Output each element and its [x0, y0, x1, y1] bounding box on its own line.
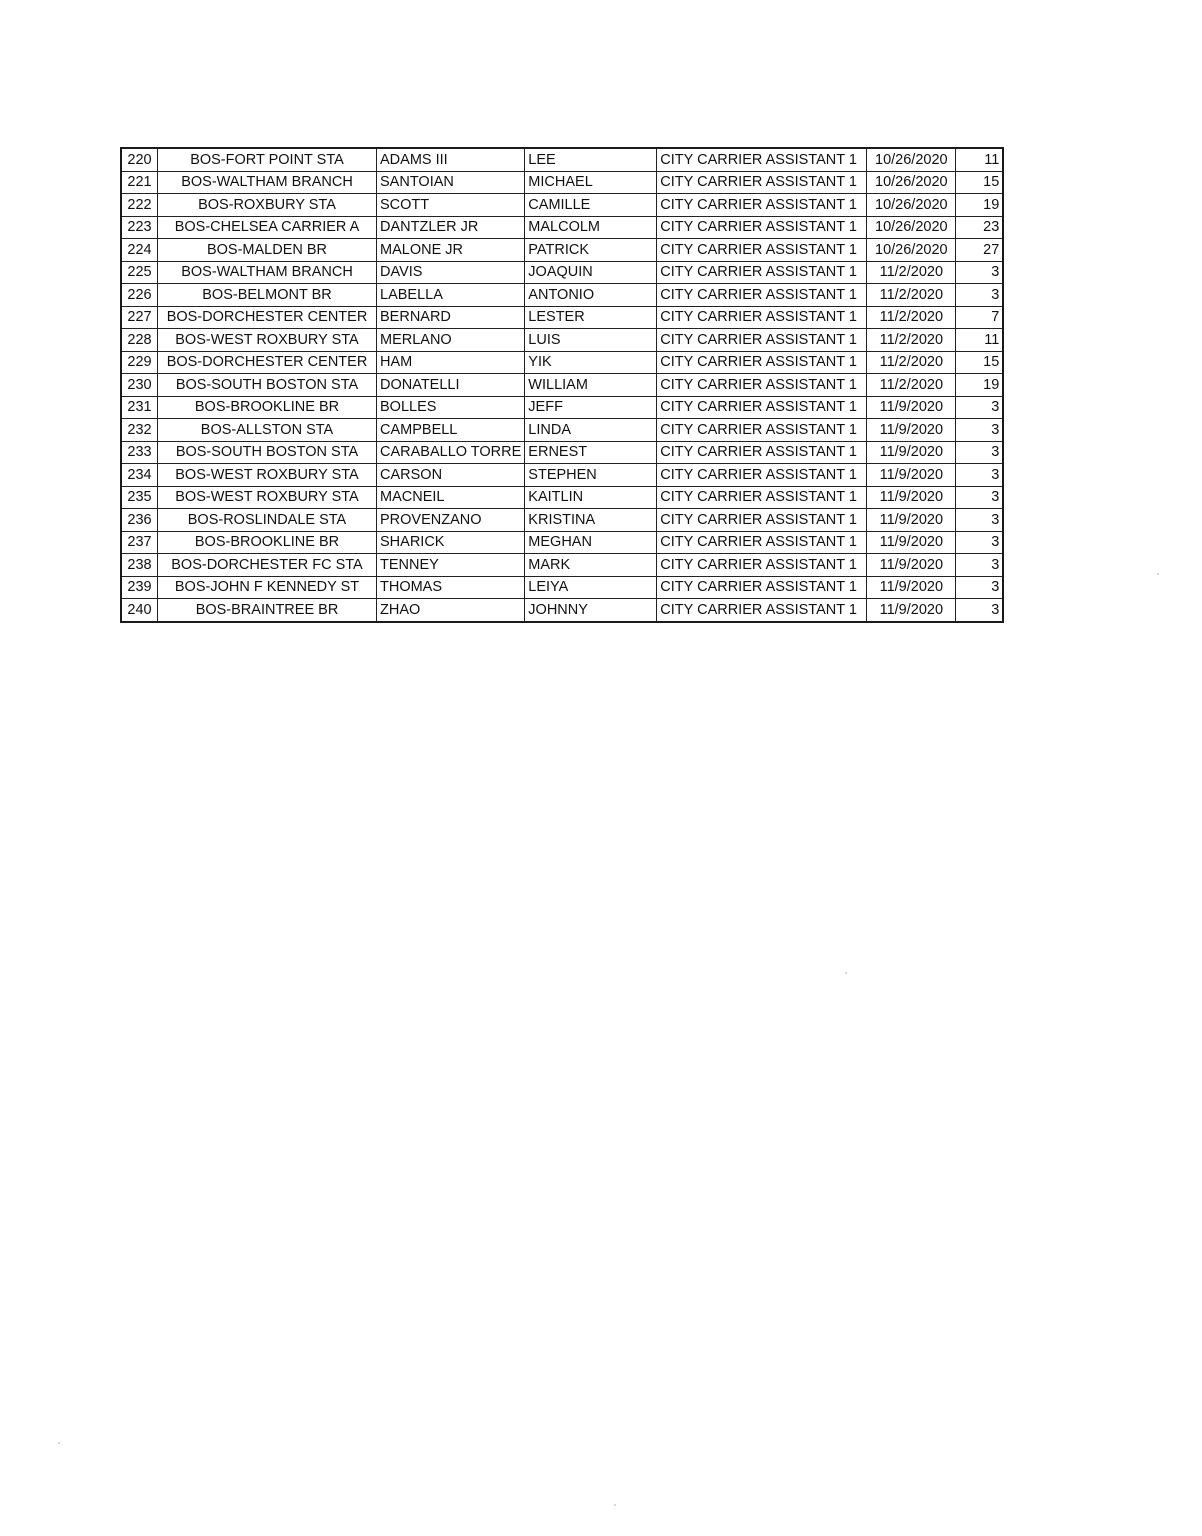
last-name-cell: MALONE JR — [377, 239, 525, 262]
date-cell: 10/26/2020 — [867, 239, 956, 262]
last-name-cell: BOLLES — [377, 396, 525, 419]
first-name-cell: CAMILLE — [525, 194, 657, 217]
table-row — [121, 261, 1003, 284]
last-name-cell: HAM — [377, 351, 525, 374]
last-name-cell: DAVIS — [377, 261, 525, 284]
first-name-cell: ERNEST — [525, 441, 657, 464]
date-cell: 11/9/2020 — [867, 419, 956, 442]
job-title-cell: CITY CARRIER ASSISTANT 1 — [657, 396, 867, 419]
first-name-cell: MEGHAN — [525, 531, 657, 554]
row-number-cell: 230 — [121, 374, 158, 397]
table-row — [121, 194, 1003, 217]
row-number-cell: 227 — [121, 306, 158, 329]
office-cell: BOS-JOHN F KENNEDY ST — [158, 576, 377, 599]
last-name-cell: LABELLA — [377, 284, 525, 307]
office-cell: BOS-WALTHAM BRANCH — [158, 261, 377, 284]
job-title-cell: CITY CARRIER ASSISTANT 1 — [657, 486, 867, 509]
row-number-cell: 237 — [121, 531, 158, 554]
row-number-cell: 224 — [121, 239, 158, 262]
first-name-cell: LINDA — [525, 419, 657, 442]
last-name-cell: ZHAO — [377, 599, 525, 622]
job-title-cell: CITY CARRIER ASSISTANT 1 — [657, 261, 867, 284]
table-row — [121, 419, 1003, 442]
job-title-cell: CITY CARRIER ASSISTANT 1 — [657, 374, 867, 397]
count-cell: 23 — [956, 216, 1004, 239]
office-cell: BOS-ALLSTON STA — [158, 419, 377, 442]
job-title-cell: CITY CARRIER ASSISTANT 1 — [657, 599, 867, 622]
count-cell: 27 — [956, 239, 1004, 262]
job-title-cell: CITY CARRIER ASSISTANT 1 — [657, 194, 867, 217]
row-number-cell: 232 — [121, 419, 158, 442]
first-name-cell: LESTER — [525, 306, 657, 329]
office-cell: BOS-BELMONT BR — [158, 284, 377, 307]
office-cell: BOS-FORT POINT STA — [158, 148, 377, 171]
scan-speck — [1157, 573, 1159, 575]
date-cell: 11/9/2020 — [867, 554, 956, 577]
count-cell: 3 — [956, 396, 1004, 419]
first-name-cell: LEE — [525, 148, 657, 171]
count-cell: 3 — [956, 599, 1004, 622]
date-cell: 11/2/2020 — [867, 351, 956, 374]
office-cell: BOS-BROOKLINE BR — [158, 531, 377, 554]
first-name-cell: MALCOLM — [525, 216, 657, 239]
date-cell: 11/9/2020 — [867, 464, 956, 487]
last-name-cell: THOMAS — [377, 576, 525, 599]
row-number-cell: 223 — [121, 216, 158, 239]
office-cell: BOS-MALDEN BR — [158, 239, 377, 262]
last-name-cell: SANTOIAN — [377, 171, 525, 194]
table-row — [121, 284, 1003, 307]
office-cell: BOS-SOUTH BOSTON STA — [158, 441, 377, 464]
office-cell: BOS-DORCHESTER FC STA — [158, 554, 377, 577]
first-name-cell: WILLIAM — [525, 374, 657, 397]
date-cell: 11/9/2020 — [867, 441, 956, 464]
count-cell: 3 — [956, 486, 1004, 509]
date-cell: 10/26/2020 — [867, 194, 956, 217]
last-name-cell: TENNEY — [377, 554, 525, 577]
date-cell: 10/26/2020 — [867, 216, 956, 239]
date-cell: 10/26/2020 — [867, 148, 956, 171]
table-row — [121, 576, 1003, 599]
roster-table-body — [121, 148, 1003, 622]
job-title-cell: CITY CARRIER ASSISTANT 1 — [657, 329, 867, 352]
table-row — [121, 171, 1003, 194]
date-cell: 11/2/2020 — [867, 306, 956, 329]
last-name-cell: BERNARD — [377, 306, 525, 329]
last-name-cell: SCOTT — [377, 194, 525, 217]
scan-speck — [845, 972, 847, 974]
office-cell: BOS-WEST ROXBURY STA — [158, 486, 377, 509]
date-cell: 11/9/2020 — [867, 576, 956, 599]
count-cell: 3 — [956, 576, 1004, 599]
last-name-cell: DONATELLI — [377, 374, 525, 397]
date-cell: 11/2/2020 — [867, 374, 956, 397]
row-number-cell: 234 — [121, 464, 158, 487]
first-name-cell: JOAQUIN — [525, 261, 657, 284]
date-cell: 11/9/2020 — [867, 396, 956, 419]
first-name-cell: KRISTINA — [525, 509, 657, 532]
count-cell: 19 — [956, 194, 1004, 217]
last-name-cell: CAMPBELL — [377, 419, 525, 442]
row-number-cell: 228 — [121, 329, 158, 352]
first-name-cell: LEIYA — [525, 576, 657, 599]
job-title-cell: CITY CARRIER ASSISTANT 1 — [657, 554, 867, 577]
row-number-cell: 239 — [121, 576, 158, 599]
job-title-cell: CITY CARRIER ASSISTANT 1 — [657, 171, 867, 194]
office-cell: BOS-WEST ROXBURY STA — [158, 329, 377, 352]
table-row — [121, 531, 1003, 554]
row-number-cell: 233 — [121, 441, 158, 464]
first-name-cell: YIK — [525, 351, 657, 374]
date-cell: 11/9/2020 — [867, 599, 956, 622]
table-row — [121, 441, 1003, 464]
count-cell: 15 — [956, 351, 1004, 374]
count-cell: 3 — [956, 419, 1004, 442]
office-cell: BOS-DORCHESTER CENTER — [158, 351, 377, 374]
table-row — [121, 554, 1003, 577]
count-cell: 3 — [956, 261, 1004, 284]
count-cell: 3 — [956, 554, 1004, 577]
first-name-cell: MARK — [525, 554, 657, 577]
office-cell: BOS-WEST ROXBURY STA — [158, 464, 377, 487]
table-row — [121, 486, 1003, 509]
job-title-cell: CITY CARRIER ASSISTANT 1 — [657, 576, 867, 599]
table-row — [121, 599, 1003, 622]
office-cell: BOS-BRAINTREE BR — [158, 599, 377, 622]
job-title-cell: CITY CARRIER ASSISTANT 1 — [657, 284, 867, 307]
row-number-cell: 229 — [121, 351, 158, 374]
count-cell: 7 — [956, 306, 1004, 329]
first-name-cell: KAITLIN — [525, 486, 657, 509]
first-name-cell: ANTONIO — [525, 284, 657, 307]
count-cell: 11 — [956, 329, 1004, 352]
table-row — [121, 374, 1003, 397]
row-number-cell: 236 — [121, 509, 158, 532]
row-number-cell: 235 — [121, 486, 158, 509]
table-row — [121, 306, 1003, 329]
last-name-cell: CARABALLO TORRE — [377, 441, 525, 464]
row-number-cell: 221 — [121, 171, 158, 194]
date-cell: 11/2/2020 — [867, 284, 956, 307]
last-name-cell: SHARICK — [377, 531, 525, 554]
job-title-cell: CITY CARRIER ASSISTANT 1 — [657, 148, 867, 171]
table-row — [121, 351, 1003, 374]
date-cell: 11/9/2020 — [867, 486, 956, 509]
row-number-cell: 220 — [121, 148, 158, 171]
job-title-cell: CITY CARRIER ASSISTANT 1 — [657, 351, 867, 374]
first-name-cell: PATRICK — [525, 239, 657, 262]
table-row — [121, 148, 1003, 171]
last-name-cell: ADAMS III — [377, 148, 525, 171]
carrier-roster-table — [120, 147, 1004, 623]
office-cell: BOS-DORCHESTER CENTER — [158, 306, 377, 329]
date-cell: 11/9/2020 — [867, 531, 956, 554]
office-cell: BOS-ROXBURY STA — [158, 194, 377, 217]
count-cell: 3 — [956, 509, 1004, 532]
office-cell: BOS-WALTHAM BRANCH — [158, 171, 377, 194]
first-name-cell: LUIS — [525, 329, 657, 352]
first-name-cell: JOHNNY — [525, 599, 657, 622]
table-row — [121, 464, 1003, 487]
last-name-cell: PROVENZANO — [377, 509, 525, 532]
job-title-cell: CITY CARRIER ASSISTANT 1 — [657, 509, 867, 532]
date-cell: 10/26/2020 — [867, 171, 956, 194]
office-cell: BOS-CHELSEA CARRIER A — [158, 216, 377, 239]
last-name-cell: MERLANO — [377, 329, 525, 352]
row-number-cell: 238 — [121, 554, 158, 577]
date-cell: 11/2/2020 — [867, 261, 956, 284]
count-cell: 3 — [956, 441, 1004, 464]
row-number-cell: 240 — [121, 599, 158, 622]
row-number-cell: 226 — [121, 284, 158, 307]
job-title-cell: CITY CARRIER ASSISTANT 1 — [657, 441, 867, 464]
job-title-cell: CITY CARRIER ASSISTANT 1 — [657, 216, 867, 239]
table-row — [121, 396, 1003, 419]
office-cell: BOS-BROOKLINE BR — [158, 396, 377, 419]
last-name-cell: DANTZLER JR — [377, 216, 525, 239]
count-cell: 11 — [956, 148, 1004, 171]
job-title-cell: CITY CARRIER ASSISTANT 1 — [657, 239, 867, 262]
last-name-cell: MACNEIL — [377, 486, 525, 509]
first-name-cell: STEPHEN — [525, 464, 657, 487]
date-cell: 11/2/2020 — [867, 329, 956, 352]
count-cell: 3 — [956, 531, 1004, 554]
row-number-cell: 225 — [121, 261, 158, 284]
office-cell: BOS-SOUTH BOSTON STA — [158, 374, 377, 397]
count-cell: 3 — [956, 464, 1004, 487]
job-title-cell: CITY CARRIER ASSISTANT 1 — [657, 531, 867, 554]
row-number-cell: 231 — [121, 396, 158, 419]
count-cell: 15 — [956, 171, 1004, 194]
scan-speck — [58, 1442, 60, 1444]
scan-speck — [614, 1504, 616, 1506]
date-cell: 11/9/2020 — [867, 509, 956, 532]
office-cell: BOS-ROSLINDALE STA — [158, 509, 377, 532]
table-row — [121, 509, 1003, 532]
count-cell: 3 — [956, 284, 1004, 307]
table-row — [121, 329, 1003, 352]
first-name-cell: JEFF — [525, 396, 657, 419]
table-row — [121, 239, 1003, 262]
last-name-cell: CARSON — [377, 464, 525, 487]
count-cell: 19 — [956, 374, 1004, 397]
job-title-cell: CITY CARRIER ASSISTANT 1 — [657, 464, 867, 487]
first-name-cell: MICHAEL — [525, 171, 657, 194]
table-row — [121, 216, 1003, 239]
job-title-cell: CITY CARRIER ASSISTANT 1 — [657, 419, 867, 442]
row-number-cell: 222 — [121, 194, 158, 217]
job-title-cell: CITY CARRIER ASSISTANT 1 — [657, 306, 867, 329]
